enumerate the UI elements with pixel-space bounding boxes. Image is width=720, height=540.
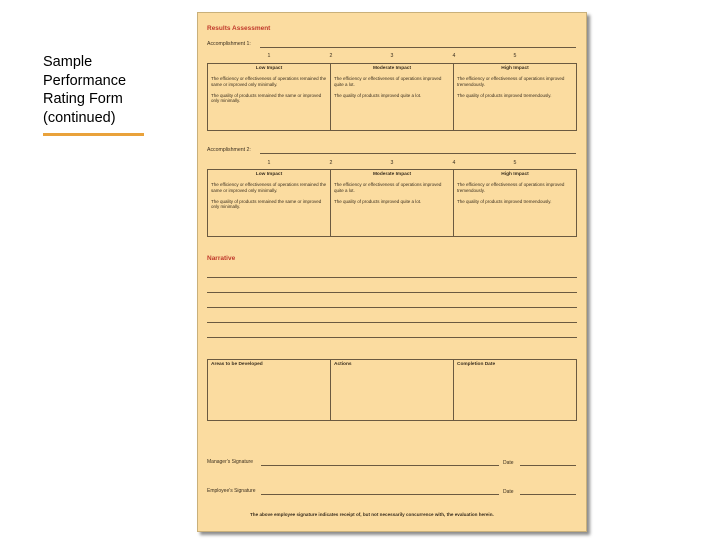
development-table (207, 359, 577, 421)
scale-2: 2 (329, 53, 333, 59)
impact-head: Low Impact (255, 172, 283, 177)
accomplishment-2-label: Accomplishment 2: (207, 147, 251, 153)
scale-1: 1 (267, 160, 271, 166)
accomplishment-1-label: Accomplishment 1: (207, 41, 251, 47)
manager-date-line[interactable] (520, 465, 576, 466)
scale-2: 2 (329, 160, 333, 166)
scale-4: 4 (452, 53, 456, 59)
areas-to-develop-cell[interactable] (208, 360, 331, 420)
impact-grid-1 (207, 63, 577, 131)
narrative-line[interactable] (207, 277, 577, 278)
scale-3: 3 (390, 53, 394, 59)
impact-text: The efficiency or effectiveness of operations improved quite a lot. (334, 76, 442, 87)
impact-head: Moderate Impact (372, 172, 412, 177)
impact-cell-low (208, 64, 331, 130)
slide-title: Sample Performance Rating Form (continued) (43, 54, 127, 126)
employee-date-label: Date (503, 489, 514, 495)
employee-signature-line[interactable] (261, 494, 499, 495)
narrative-line[interactable] (207, 307, 577, 308)
impact-cell-high (454, 170, 576, 236)
scale-3: 3 (390, 160, 394, 166)
impact-text: The quality of products improved tremendously. (457, 198, 552, 204)
impact-text: The quality of products improved tremendously. (457, 92, 552, 98)
accomplishment-2-line (260, 153, 576, 154)
scale-4: 4 (452, 160, 456, 166)
impact-head: Moderate Impact (372, 66, 412, 71)
employee-date-line[interactable] (520, 494, 576, 495)
impact-head: High Impact (501, 172, 529, 177)
accomplishment-1-line (260, 47, 576, 48)
impact-text: The efficiency or effectiveness of operations improved tremendously. (457, 76, 565, 87)
scale-5: 5 (513, 53, 517, 59)
signature-footnote: The above employee signature indicates receipt of, but not necessarily concurrence with, the evaluation herein. (250, 512, 494, 517)
results-assessment-title: Results Assessment (207, 25, 271, 32)
areas-to-develop-header: Areas to be Developed (211, 362, 263, 367)
impact-text: The efficiency or effectiveness of operations remained the same or improved only minimally. (211, 182, 327, 193)
narrative-line[interactable] (207, 322, 577, 323)
impact-cell-moderate (331, 170, 454, 236)
narrative-line[interactable] (207, 337, 577, 338)
impact-cell-moderate (331, 64, 454, 130)
completion-date-cell[interactable] (454, 360, 576, 420)
narrative-title: Narrative (207, 255, 236, 262)
actions-cell[interactable] (331, 360, 454, 420)
impact-cell-low (208, 170, 331, 236)
manager-date-label: Date (503, 460, 514, 466)
narrative-line[interactable] (207, 292, 577, 293)
manager-signature-label: Manager's Signature (207, 459, 253, 465)
actions-header: Actions (334, 362, 352, 367)
impact-head: High Impact (501, 66, 529, 71)
rating-form (197, 12, 587, 532)
impact-text: The efficiency or effectiveness of operations improved quite a lot. (334, 182, 442, 193)
impact-text: The quality of products remained the same or improved only minimally. (211, 198, 322, 210)
impact-head: Low Impact (255, 66, 283, 71)
impact-text: The quality of products remained the same or improved only minimally. (211, 92, 322, 104)
completion-date-header: Completion Date (457, 362, 496, 367)
impact-text: The quality of products improved quite a lot. (334, 92, 422, 98)
manager-signature-line[interactable] (261, 465, 499, 466)
impact-text: The efficiency or effectiveness of operations remained the same or improved only minimally. (211, 76, 327, 87)
impact-text: The efficiency or effectiveness of operations improved tremendously. (457, 182, 565, 193)
employee-signature-label: Employee's Signature (207, 488, 256, 494)
impact-text: The quality of products improved quite a lot. (334, 198, 422, 204)
scale-5: 5 (513, 160, 517, 166)
title-underline (43, 133, 144, 136)
impact-cell-high (454, 64, 576, 130)
scale-1: 1 (267, 53, 271, 59)
impact-grid-2 (207, 169, 577, 237)
